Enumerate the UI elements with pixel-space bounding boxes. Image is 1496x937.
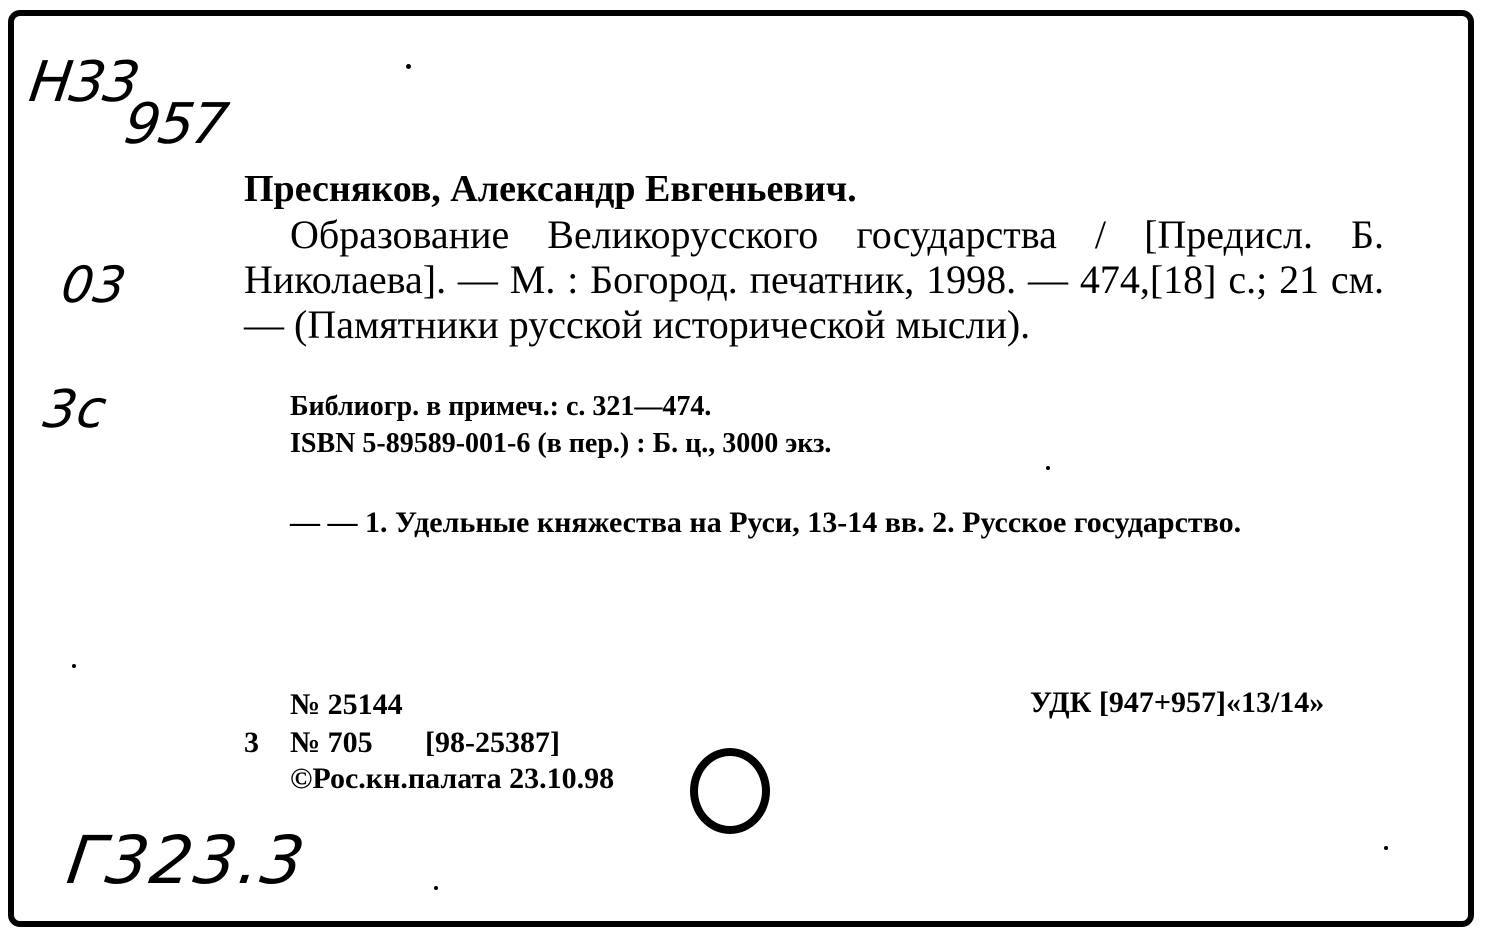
isbn-line: ISBN 5-89589-001-6 (в пер.) : Б. ц., 3000 экз. bbox=[290, 428, 832, 459]
record-number: № 25144 bbox=[290, 688, 403, 721]
handwritten-mark-3c: 3с bbox=[39, 380, 110, 440]
handwritten-mark-03: 03 bbox=[57, 256, 130, 314]
scan-speck bbox=[72, 664, 76, 668]
udk-code: УДК [947+957]«13/14» bbox=[1030, 686, 1325, 719]
subject-headings: — — 1. Удельные княжества на Руси, 13-14 вв. 2. Русское государство. bbox=[290, 506, 1242, 539]
scan-speck bbox=[1046, 466, 1050, 470]
copyright-line: ©Рос.кн.палата 23.10.98 bbox=[290, 762, 615, 795]
handwritten-call-number: Н33 bbox=[25, 50, 142, 115]
bibliography-note: Библиогр. в примеч.: с. 321—474. bbox=[290, 391, 712, 422]
registration-number: [98-25387] bbox=[425, 726, 560, 759]
copies-count: 3 bbox=[244, 726, 259, 759]
scan-speck bbox=[434, 886, 438, 890]
handwritten-shelf-mark: Г323.3 bbox=[62, 822, 312, 899]
scan-speck bbox=[1384, 846, 1388, 850]
punch-hole-circle bbox=[690, 748, 770, 834]
bibliographic-description: Образование Великорусского государства / [Предисл. Б. Николаева]. — М. : Богород. печатник, 1998. — 474,[18] с.; 21 см. — (Памятники русской исторической мысли). bbox=[244, 212, 1384, 347]
handwritten-call-number-sub: 957 bbox=[120, 92, 231, 157]
card-number: № 705 bbox=[290, 726, 373, 759]
author-heading: Пресняков, Александр Евгеньевич. bbox=[244, 168, 857, 210]
scan-speck bbox=[406, 64, 411, 69]
